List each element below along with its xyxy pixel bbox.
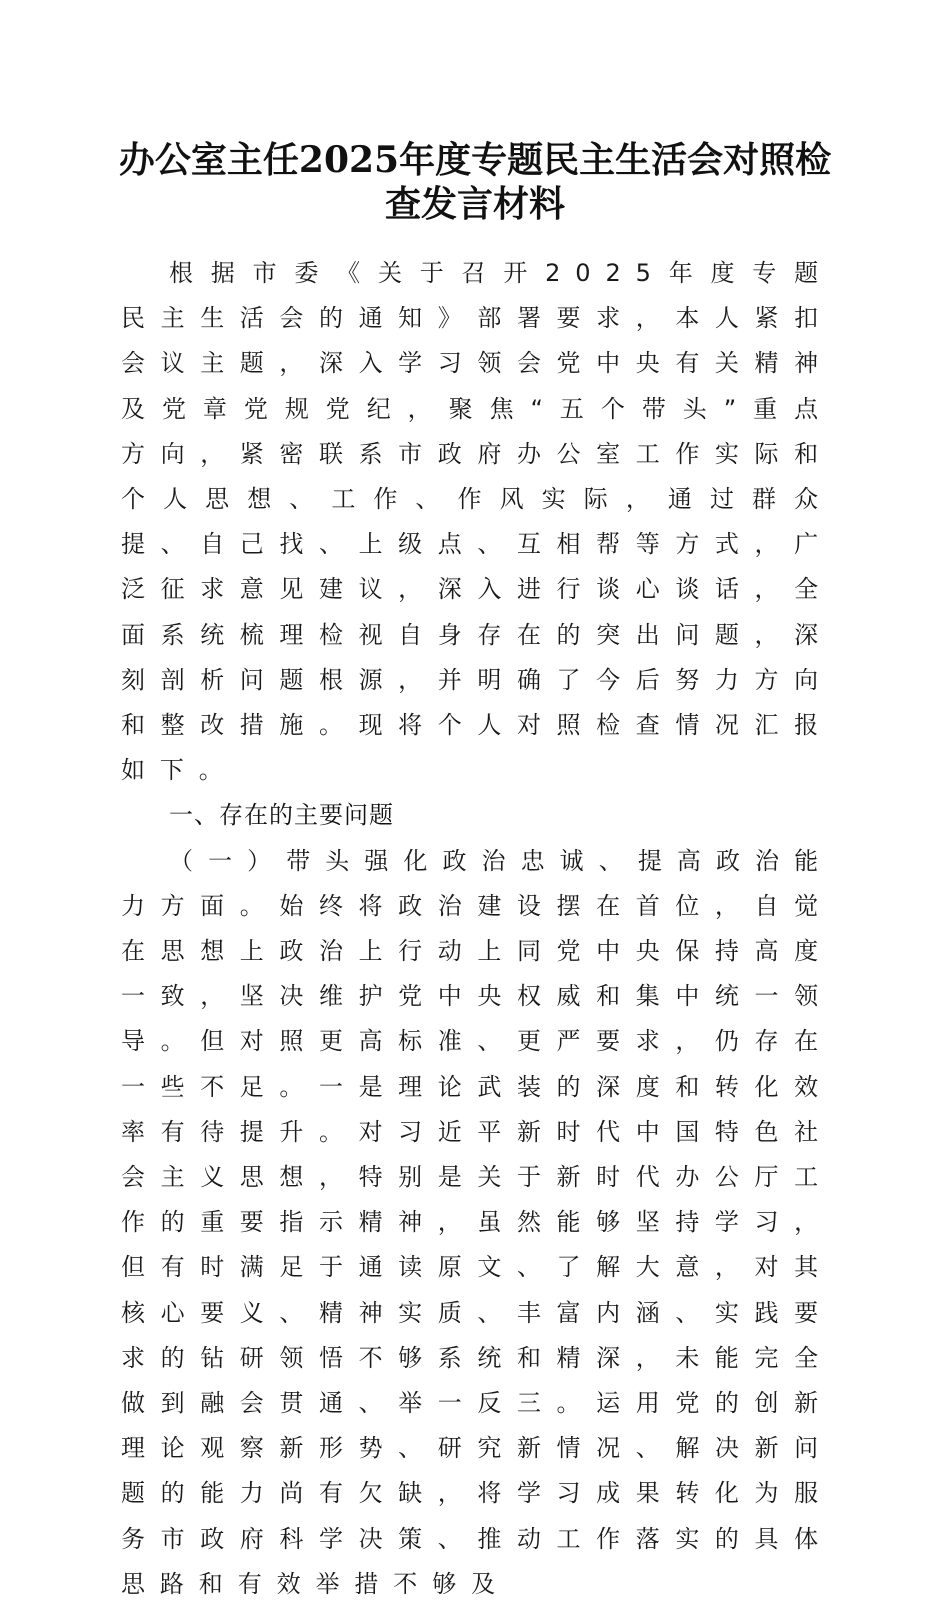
document-body [121,251,833,1607]
title-line-2: 查发言材料 [384,183,565,225]
section-heading: 一、存在的主要问题 [169,801,394,830]
subsection-lead: （一）带头强化政治忠诚、提高政治能力方面。 [121,846,833,920]
subsection-paragraph [121,839,833,1607]
subsection-body: 始终将政治建设摆在首位，自觉在思想上政治上行动上同党中央保持高度一致，坚决维护党中央权威和集中统一领导。但对照更高标准、更严要求，仍存在一些不足。一是理论武装的深度和转化效率有待提升。对习近平新时代中国特色社会主义思想，特别是关于新时代办公厅工作的重要指示精神，虽然能够坚持学习，但有时满足于通读原文、了解大意，对其核心要义、精神实质、丰富内涵、实践要求的钻研领悟不够系统和精深，未能完全做到融会贯通、举一反三。运用党的创新理论观察新形势、研究新情况、解决新问题的能力尚有欠缺，将学习成果转化为服务市政府科学决策、推动工作落实的具体思路和有效举措不够及 [121,891,833,1598]
title-line-1: 办公室主任2025年度专题民主生活会对照检 [118,139,832,181]
intro-paragraph: 根据市委《关于召开2025年度专题民主生活会的通知》部署要求，本人紧扣会议主题，深入学习领会党中央有关精神及党章党规党纪，聚焦“五个带头”重点方向，紧密联系市政府办公室工作实际和个人思想、工作、作风实际，通过群众提、自己找、上级点、互相帮等方式，广泛征求意见建议，深入进行谈心谈话，全面系统梳理检视自身存在的突出问题，深刻剖析问题根源，并明确了今后努力方向和整改措施。现将个人对照检查情况汇报如下。 [121,259,833,785]
document-title [100,138,850,226]
